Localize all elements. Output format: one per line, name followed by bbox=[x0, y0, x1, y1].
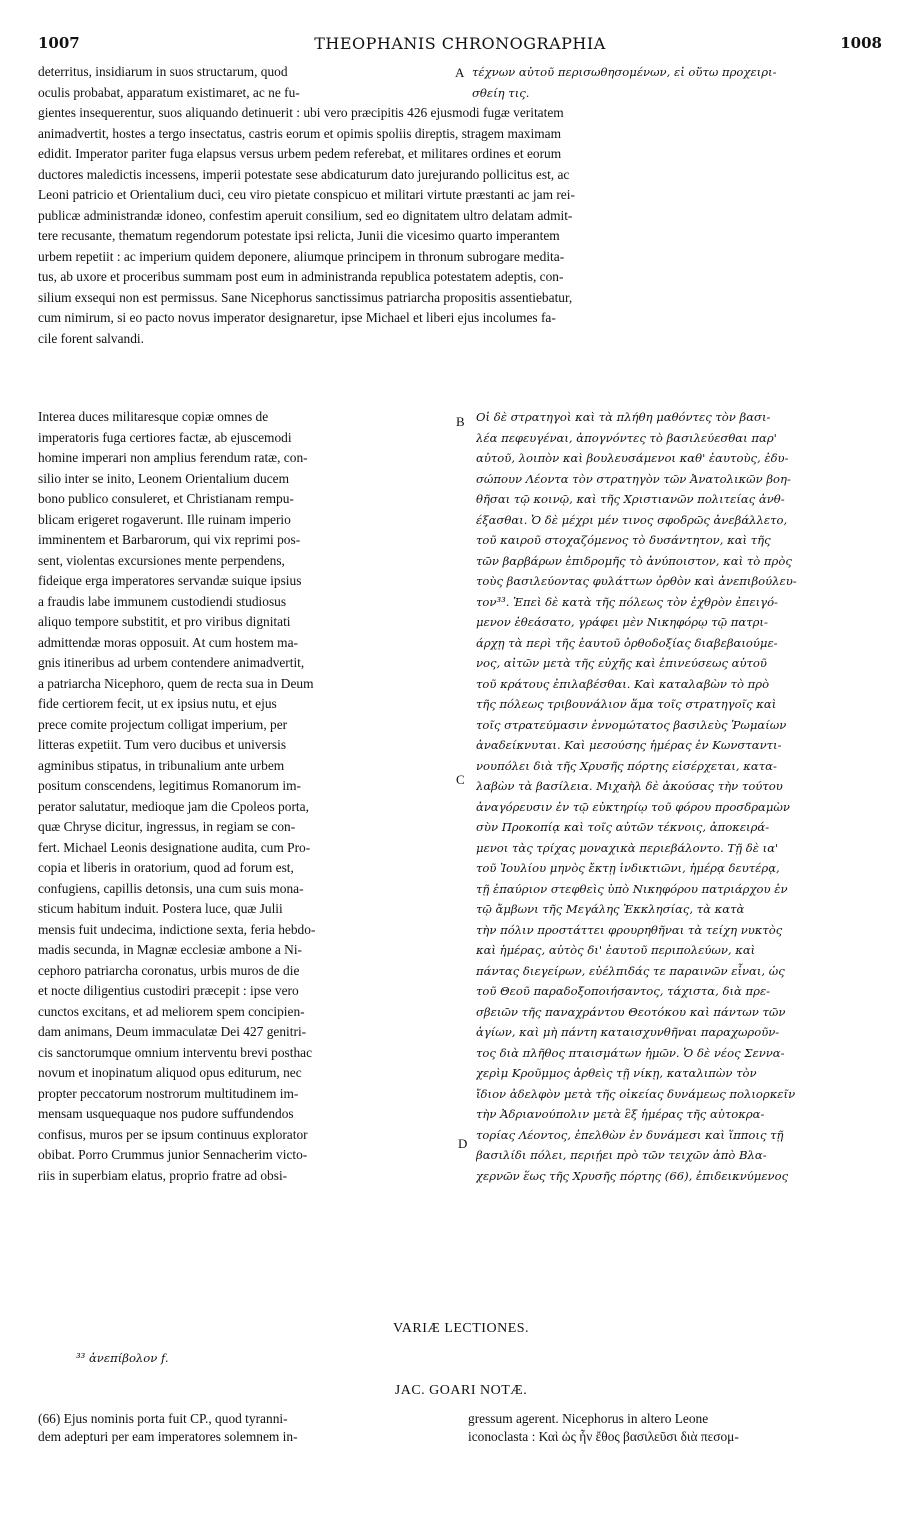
text-line: τορίας Λέοντος, ἐπελθὼν ἐν δυνάμεσι καὶ ἵπποις τῇ bbox=[476, 1127, 784, 1142]
text-line: a patriarcha Nicephoro, quem de recta sua in Deum bbox=[38, 675, 314, 691]
text-line: cephoro patriarcha coronatus, urbis muros de die bbox=[38, 962, 300, 978]
variant-note bbox=[76, 1348, 476, 1369]
text-line: edidit. Imperator pariter fuga elapsus versus urbem pedem referebat, et militares ordines et eorum bbox=[38, 146, 562, 161]
text-line: τον³³. Ἐπεὶ δὲ κατὰ τῆς πόλεως τὸν ἐχθρὸν ἐπειγό- bbox=[476, 594, 778, 609]
page-header bbox=[38, 34, 882, 56]
text-line: propter peccatorum nostrorum multitudinem im- bbox=[38, 1085, 299, 1101]
text-line: tere recusante, thematum regendorum potestate ipsi relicta, Junii die vicesimo quarto imperantem bbox=[38, 228, 560, 243]
text-line: gnis itineribus ad urbem contendere animadvertit, bbox=[38, 655, 305, 670]
text-line: urbem repetiit : ac imperium quidem deponere, aliumque principem in thronum subrogare medita- bbox=[38, 248, 565, 264]
text-line: imminentem et Barbarorum, qui vix reprimi pos- bbox=[38, 532, 301, 547]
variae-lectiones-heading: VARIÆ LECTIONES. bbox=[392, 1321, 530, 1336]
text-line: aliquo tempore substitit, et pro viribus dignitati bbox=[38, 614, 291, 629]
text-line: Leoni patricio et Orientalium duci, ceu viro pietate conspicuo et militari virtute præstanti ac jam rei- bbox=[38, 187, 575, 202]
text-line: τοῦ καιροῦ στοχαζόμενος τὸ δυσάντητον, καὶ τῆς bbox=[476, 533, 771, 547]
text-line: et nocte diligentius custodiri præcepit : ipse vero bbox=[38, 983, 299, 998]
text-line: σθείη τις. bbox=[472, 85, 530, 100]
text-line: τῶν βαρβάρων ἐπιδρομῆς τὸ ἀνύποιστον, καὶ τὸ πρὸς bbox=[476, 553, 792, 568]
text-line: iconoclasta : Καὶ ὡς ἦν ἔθος βασιλεῦσι διὰ πεσομ- bbox=[468, 1429, 739, 1444]
text-line: τοῦ Ἰουλίου μηνὸς ἔκτῃ ἰνδικτιῶνι, ἡμέρᾳ δευτέρᾳ, bbox=[476, 861, 780, 875]
text-line: blicam erigeret rogaverunt. Ille ruinam imperio bbox=[38, 511, 291, 527]
text-line: mensam usquequaque nos pudore suffundendos bbox=[38, 1106, 294, 1121]
text-line: litteras expetiit. Tum vero ducibus et universis bbox=[38, 737, 287, 752]
margin-letter-c: C bbox=[456, 772, 465, 787]
text-line: ἁγίων, καὶ μὴ πάντη καταισχυνθῆναι παραχωροῦν- bbox=[476, 1025, 780, 1039]
text-line: fide certiorem fecit, ut ex ipsius nutu, et ejus bbox=[38, 696, 277, 711]
text-line: animadvertit, hostes a tergo insectatus, castris eorum et opimis spoliis direptis, stragem maximam bbox=[38, 125, 561, 141]
text-line: νουπόλει διὰ τῆς Χρυσῆς πόρτης εἰσέρχεται, κατα- bbox=[476, 758, 777, 773]
text-line: dem adepturi per eam imperatores solemnem in- bbox=[38, 1429, 298, 1444]
text-line: agminibus stipatus, in tribunalium ante urbem bbox=[38, 757, 285, 773]
text-line: ἀναγόρευσιν ἐν τῷ εὐκτηρίῳ τοῦ φόρου προσδραμὼν bbox=[476, 799, 790, 814]
text-line: τὴν πόλιν προστάττει φρουρηθῆναι τὰ τείχη νυκτὸς bbox=[476, 922, 783, 937]
text-line: tus, ab uxore et proceribus summam post eum in administranda republica potestatem adeptis, con- bbox=[38, 269, 564, 284]
greek-column bbox=[476, 407, 886, 1186]
text-line: deterritus, insidiarum in suos structarum, quod bbox=[38, 64, 288, 79]
text-line: νος, αἰτῶν μετὰ τῆς εὐχῆς καὶ ἐπινεύσεως αὐτοῦ bbox=[476, 656, 767, 670]
text-line: σὺν Προκοπίᾳ καὶ τοῖς αὐτῶν τέκνοις, ἀποκειρά- bbox=[476, 820, 770, 834]
text-line: ³³ ἀνεπίβολον f. bbox=[76, 1351, 169, 1365]
margin-letter-a: A bbox=[455, 65, 465, 80]
text-line: fert. Michael Leonis designatione audita, cum Pro- bbox=[38, 839, 311, 855]
text-line: bono publico consuleret, et Christianam rempu- bbox=[38, 491, 294, 506]
text-line: σβειῶν τῆς παναχράντου Θεοτόκου καὶ πάντων τῶν bbox=[476, 1004, 786, 1019]
text-line: mensis fuit undecima, indictione sexta, feria hebdo- bbox=[38, 921, 316, 937]
text-line: imperatoris fuga certiores factæ, ab ejuscemodi bbox=[38, 429, 292, 445]
text-line: θῆσαι τῷ κοινῷ, καὶ τῆς Χριστιανῶν πολιτείας ἀνθ- bbox=[476, 492, 785, 506]
text-line: τῷ ἄμβωνι τῆς Μεγάλης Ἐκκλησίας, τὰ κατὰ bbox=[476, 902, 745, 916]
text-line: μενον ἐθεάσατο, γράφει μὲν Νικηφόρῳ τῷ πατρι- bbox=[476, 615, 768, 629]
text-line: τοῖς στρατεύμασιν ἐννομώτατος βασιλεὺς Ῥωμαίων bbox=[476, 717, 787, 732]
notae-left bbox=[38, 1410, 452, 1446]
margin-letter-d: D bbox=[458, 1136, 468, 1151]
text-line: quæ Chryse dicitur, ingressus, in regiam se con- bbox=[38, 819, 296, 834]
text-line: cunctos excitans, et ad meliorem spem concipien- bbox=[38, 1003, 305, 1019]
text-line: cis sanctorumque omnium interventu brevi posthac bbox=[38, 1044, 313, 1060]
text-line: positum conscendens, legitimus Romanorum im- bbox=[38, 778, 301, 793]
text-line: τοὺς βασιλεύοντας φυλάττων ὀρθὸν καὶ ἀνεπιβούλευ- bbox=[476, 574, 797, 588]
margin-letter-b: B bbox=[456, 414, 465, 429]
text-line: ἀναδείκνυται. Καὶ μεσούσης ἡμέρας ἐν Κωνσταντι- bbox=[476, 738, 782, 752]
text-line: madis secunda, in Magnæ ecclesiæ ambone a Ni- bbox=[38, 942, 303, 957]
text-line: ductores maledictis incessens, imperii potestate sese abdicaturum dato jurejurando pollicitus est, ac bbox=[38, 166, 570, 182]
text-line: αὐτοῦ, λοιπὸν καὶ βουλευσάμενοι καθ' ἑαυτοὺς, ἐδυ- bbox=[476, 451, 789, 465]
text-line: Οἱ δὲ στρατηγοὶ καὶ τὰ πλήθη μαθόντες τὸν βασι- bbox=[476, 410, 771, 424]
text-line: confugiens, capillis detonsis, una cum suis mona- bbox=[38, 880, 304, 896]
text-line: sticum habitum induit. Postera luce, quæ Julii bbox=[38, 901, 283, 916]
text-line: dam animans, Deum immaculatæ Dei 427 genitri- bbox=[38, 1024, 307, 1039]
text-line: admittendæ moras opposuit. At cum hostem ma- bbox=[38, 634, 298, 650]
text-line: τὴν Ἀδριανούπολιν μετὰ ἓξ ἡμέρας τῆς αὐτοκρα- bbox=[476, 1107, 765, 1121]
text-line: τῇ ἐπαύριον στεφθεὶς ὑπὸ Νικηφόρου πατριάρχου ἐν bbox=[476, 881, 788, 896]
text-line: riis in superbiam elatus, proprio fratre ad obsi- bbox=[38, 1167, 288, 1183]
text-line: τοῦ Θεοῦ παραδοξοποιήσαντος, τάχιστα, διὰ πρε- bbox=[476, 984, 771, 998]
text-line: άρχῃ τὰ περὶ τῆς ἑαυτοῦ ὀρθοδοξίας διαβεβαιούμε- bbox=[476, 635, 778, 650]
text-line: σώπουν Λέοντα τὸν στρατηγὸν τῶν Ἀνατολικῶν βοη- bbox=[476, 471, 791, 486]
text-line: perator salutatur, medioque jam die Cpoleos porta, bbox=[38, 798, 309, 814]
text-line: λαβὼν τὰ βασίλεια. Μιχαὴλ δὲ ἀκούσας τὴν τούτου bbox=[476, 779, 783, 793]
notae-heading: JAC. GOARI NOTÆ. bbox=[394, 1383, 528, 1398]
text-line: χερνῶν ἕως τῆς Χρυσῆς πόρτης (66), ἐπιδεικνύμενος bbox=[476, 1168, 789, 1183]
latin-column bbox=[38, 407, 452, 1186]
text-line: silio inter se inito, Leonem Orientalium ducem bbox=[38, 470, 290, 486]
text-line: sent, violentas excursiones mente perpendens, bbox=[38, 552, 285, 568]
text-line: cile forent salvandi. bbox=[38, 330, 144, 346]
text-line: a fraudis labe immunem custodiendi studiosus bbox=[38, 593, 287, 609]
text-line: publicæ administrandæ idoneo, confestim aperuit consilium, sed eo dignitatem ultro delatam admit- bbox=[38, 207, 573, 223]
text-line: χερὶμ Κροῦμμος ἀρθεὶς τῇ νίκῃ, καταλιπὼν τὸν bbox=[476, 1066, 757, 1080]
page-number-right: 1008 bbox=[840, 34, 882, 52]
text-line: cum nimirum, si eo pacto novus imperator designaretur, ipse Michael et liberi ejus incolumes fa- bbox=[38, 310, 556, 325]
text-line: τοῦ κράτους ἐπιλαβέσθαι. Καὶ καταλαβὼν τὸ πρὸ bbox=[476, 676, 770, 691]
text-line: έξασθαι. Ὁ δὲ μέχρι μέν τινος σφοδρῶς ἀνεβάλλετο, bbox=[476, 512, 788, 527]
text-line: λέα πεφευγέναι, ἀπογνόντες τὸ βασιλεύεσθαι παρ' bbox=[476, 430, 777, 445]
text-line: fideique erga imperatores servandæ suique ipsius bbox=[38, 573, 302, 588]
text-line: gressum agerent. Nicephorus in altero Leone bbox=[468, 1411, 709, 1426]
text-line: confisus, muros per se ipsum continuus explorator bbox=[38, 1126, 308, 1142]
notae-right bbox=[468, 1410, 884, 1446]
text-line: βασιλίδι πόλει, περιῄει πρὸ τῶν τειχῶν ἀπὸ Βλα- bbox=[476, 1148, 767, 1162]
text-line: καὶ ἡμέρας, αὐτὸς δι' ἑαυτοῦ περιπολεύων, καὶ bbox=[476, 943, 756, 957]
text-line: gientes insequerentur, suos aliquando detinuerit : ubi vero præcipitis 426 ejusmodi fugæ veritatem bbox=[38, 105, 564, 120]
text-line: prece comite projectum colligat imperium, per bbox=[38, 716, 288, 732]
text-line: τῆς πόλεως τριβουνάλιον ἅμα τοῖς στρατηγοῖς καὶ bbox=[476, 697, 777, 711]
text-line: novum et inopinatum aliquod opus editurum, nec bbox=[38, 1065, 302, 1080]
text-line: πάντας διεγείρων, εὐέλπιδάς τε παραινῶν εἶναι, ὡς bbox=[476, 963, 785, 978]
text-line: obibat. Porro Crummus junior Sennacherim victo- bbox=[38, 1147, 308, 1162]
text-line: τέχνων αὐτοῦ περισωθησομένων, εἰ οὕτω προχειρι- bbox=[472, 65, 777, 79]
text-line: ἴδιον ἀδελφὸν μετὰ τῆς οἰκείας δυνάμεως πολιορκεῖν bbox=[476, 1086, 796, 1101]
top-greek-fragment bbox=[472, 62, 884, 103]
page-number-left: 1007 bbox=[38, 34, 80, 52]
top-latin-paragraph bbox=[38, 62, 885, 349]
text-line: silium exsequi non est permissus. Sane Nicephorus sanctissimus patriarcha propositis assentiebatur, bbox=[38, 289, 573, 305]
text-line: homine imperari non amplius ferendum ratæ, con- bbox=[38, 450, 308, 465]
text-line: μενοι τὰς τρίχας μοναχικὰ περιεβάλοντο. Τῇ δὲ ια' bbox=[476, 840, 779, 855]
running-title: THEOPHANIS CHRONOGRAPHIA bbox=[314, 34, 606, 53]
text-line: Interea duces militaresque copiæ omnes de bbox=[38, 409, 269, 424]
text-line: (66) Ejus nominis porta fuit CP., quod tyranni- bbox=[38, 1411, 288, 1426]
text-line: copia et liberis in oratorium, quod ad forum est, bbox=[38, 860, 294, 875]
text-line: τος διὰ πλῆθος πταισμάτων ἡμῶν. Ὁ δὲ νέος Σεννα- bbox=[476, 1045, 785, 1060]
text-line: oculis probabat, apparatum existimaret, ac ne fu- bbox=[38, 84, 300, 100]
